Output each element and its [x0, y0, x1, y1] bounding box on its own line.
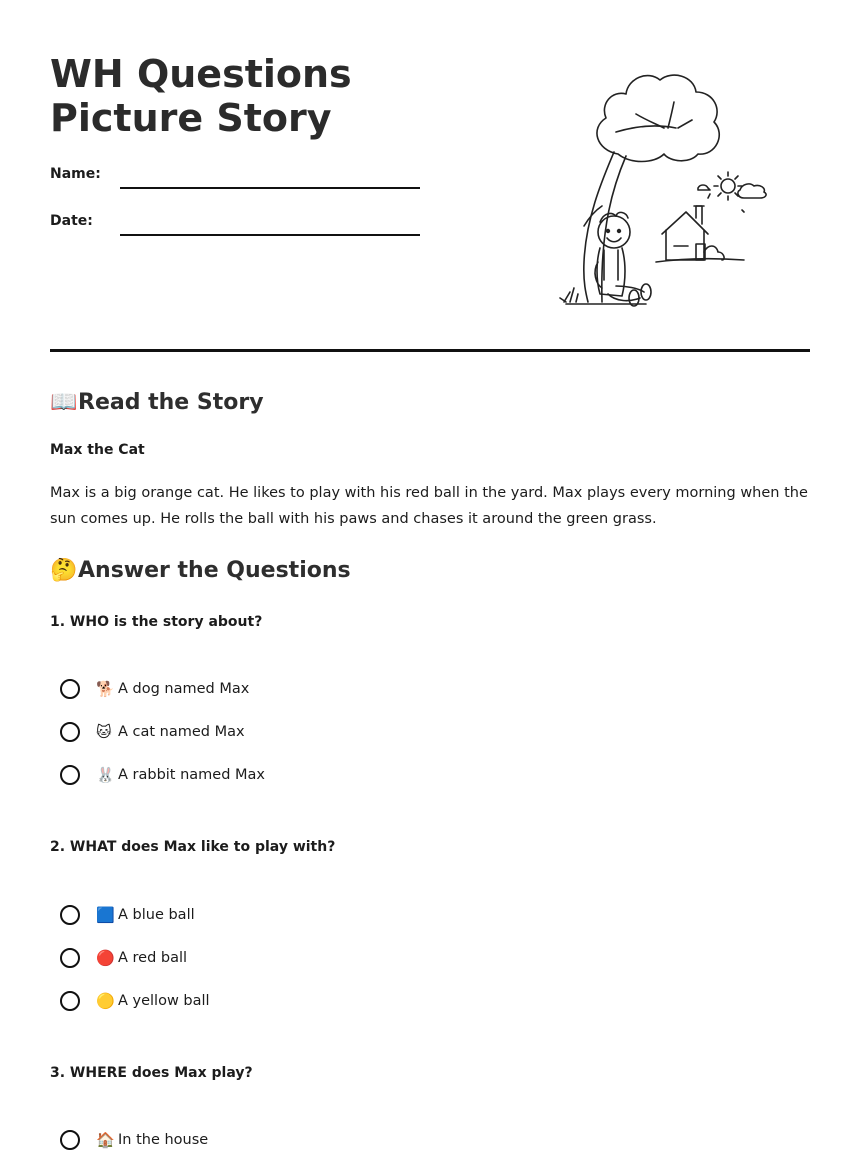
radio-button[interactable] [60, 948, 80, 968]
read-story-heading: 📖Read the Story [50, 390, 264, 415]
dog-icon: 🐕 [96, 680, 115, 698]
option-yellow-ball[interactable] [60, 989, 210, 1013]
radio-button[interactable] [60, 1130, 80, 1150]
boy-under-tree-illustration [556, 66, 776, 310]
question-who: 1. WHO is the story about? [50, 614, 263, 630]
rabbit-icon: 🐰 [96, 766, 115, 784]
story-title: Max the Cat [50, 442, 145, 458]
option-cat[interactable] [60, 720, 245, 744]
blue-square-icon: 🟦 [96, 906, 115, 924]
option-label: A cat named Max [118, 724, 245, 740]
header-divider [50, 349, 810, 352]
option-label: A dog named Max [118, 681, 250, 697]
name-field[interactable] [120, 187, 420, 189]
question-what: 2. WHAT does Max like to play with? [50, 839, 336, 855]
cat-icon: 🐱 [96, 723, 112, 741]
option-label: A rabbit named Max [118, 767, 266, 783]
thinking-face-icon: 🤔 [50, 558, 78, 583]
answer-questions-heading: 🤔Answer the Questions [50, 558, 351, 583]
option-dog[interactable] [60, 677, 249, 701]
name-label: Name: [50, 166, 101, 182]
yellow-circle-icon: 🟡 [96, 992, 115, 1010]
red-circle-icon: 🔴 [96, 949, 115, 967]
story-text: Max is a big orange cat. He likes to play with his red ball in the yard. Max plays every morning when the sun comes up. He rolls the ball with his paws and chases it around the green grass. [50, 485, 808, 527]
open-book-icon: 📖 [50, 390, 78, 415]
radio-button[interactable] [60, 722, 80, 742]
option-label: A blue ball [118, 907, 195, 923]
radio-button[interactable] [60, 679, 80, 699]
option-rabbit[interactable] [60, 763, 265, 787]
radio-button[interactable] [60, 765, 80, 785]
question-where: 3. WHERE does Max play? [50, 1065, 253, 1081]
radio-button[interactable] [60, 991, 80, 1011]
option-red-ball[interactable] [60, 946, 187, 970]
radio-button[interactable] [60, 905, 80, 925]
option-label: A yellow ball [118, 993, 210, 1009]
house-icon: 🏠 [96, 1131, 115, 1149]
option-house[interactable] [60, 1128, 208, 1152]
option-label: In the house [118, 1132, 209, 1148]
option-blue-ball[interactable] [60, 903, 195, 927]
date-field[interactable] [120, 234, 420, 236]
option-label: A red ball [118, 950, 188, 966]
worksheet-title: WH Questions Picture Story [50, 52, 352, 140]
date-label: Date: [50, 213, 93, 229]
